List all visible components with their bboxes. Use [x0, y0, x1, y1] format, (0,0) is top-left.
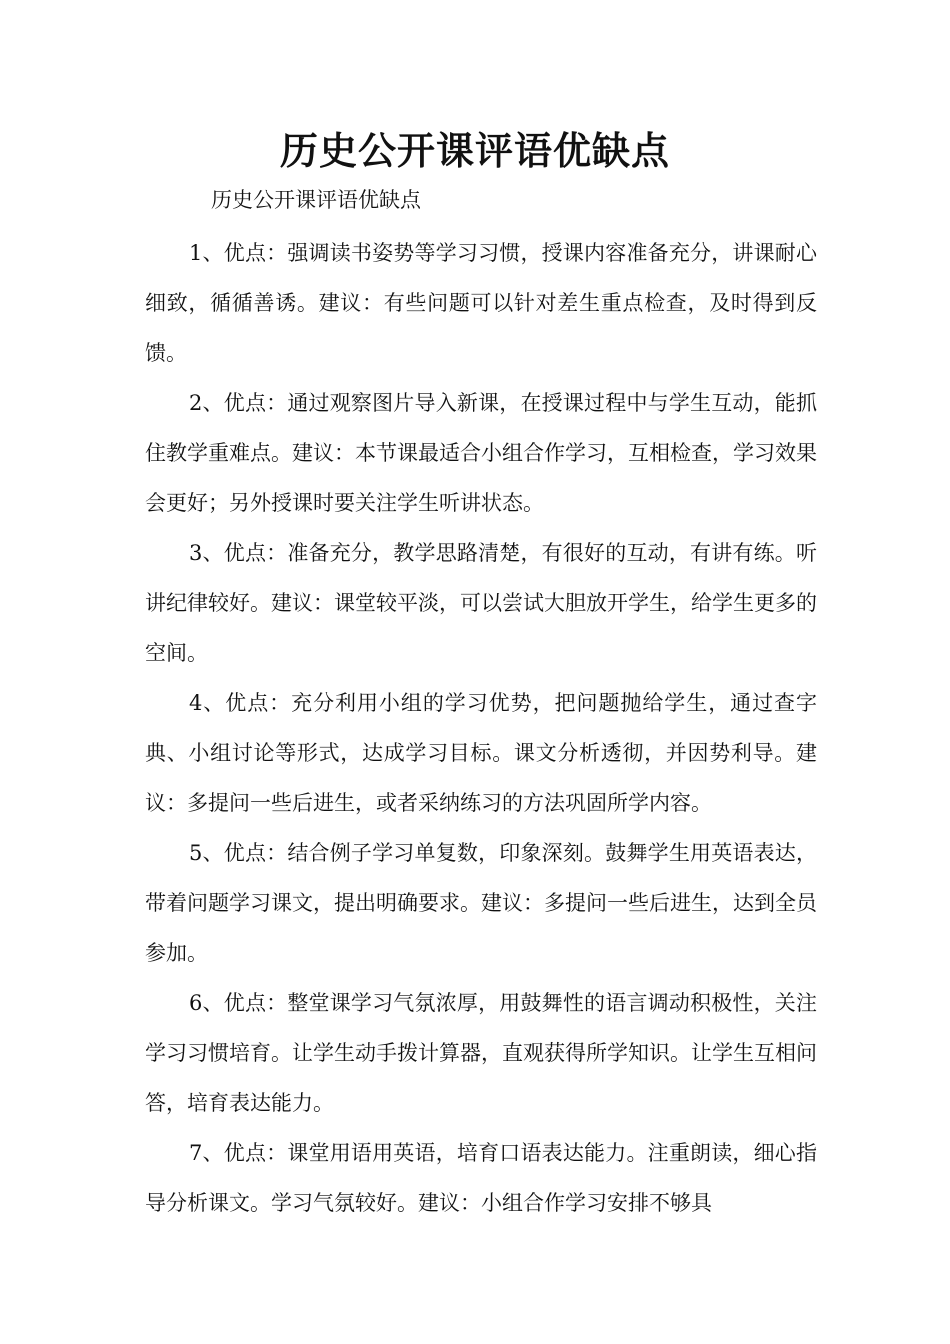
comment-paragraph-5: 5、优点：结合例子学习单复数，印象深刻。鼓舞学生用英语表达，带着问题学习课文，提出明确要求。建议：多提问一些后进生，达到全员参加。	[145, 841, 817, 965]
comment-paragraph-7: 7、优点：课堂用语用英语，培育口语表达能力。注重朗读，细心指导分析课文。学习气氛较好。建议：小组合作学习安排不够具	[145, 1141, 817, 1215]
comment-paragraph-4: 4、优点：充分利用小组的学习优势，把问题抛给学生，通过查字典、小组讨论等形式，达成学习目标。课文分析透彻，并因势利导。建议：多提问一些后进生，或者采纳练习的方法巩固所学内容。	[145, 691, 817, 815]
comment-paragraph-3: 3、优点：准备充分，教学思路清楚，有很好的互动，有讲有练。听讲纪律较好。建议：课堂较平淡，可以尝试大胆放开学生，给学生更多的空间。	[145, 541, 817, 665]
document-subtitle: 历史公开课评语优缺点	[211, 188, 421, 212]
comment-paragraph-2: 2、优点：通过观察图片导入新课，在授课过程中与学生互动，能抓住教学重难点。建议：本节课最适合小组合作学习，互相检查，学习效果会更好；另外授课时要关注学生听讲状态。	[145, 391, 817, 515]
comment-paragraph-6: 6、优点：整堂课学习气氛浓厚，用鼓舞性的语言调动积极性，关注学习习惯培育。让学生动手拨计算器，直观获得所学知识。让学生互相问答，培育表达能力。	[145, 991, 817, 1115]
document-body	[145, 228, 817, 1228]
comment-paragraph-1: 1、优点：强调读书姿势等学习习惯，授课内容准备充分，讲课耐心细致，循循善诱。建议：有些问题可以针对差生重点检查，及时得到反馈。	[145, 241, 817, 365]
document-title: 历史公开课评语优缺点	[279, 129, 670, 173]
